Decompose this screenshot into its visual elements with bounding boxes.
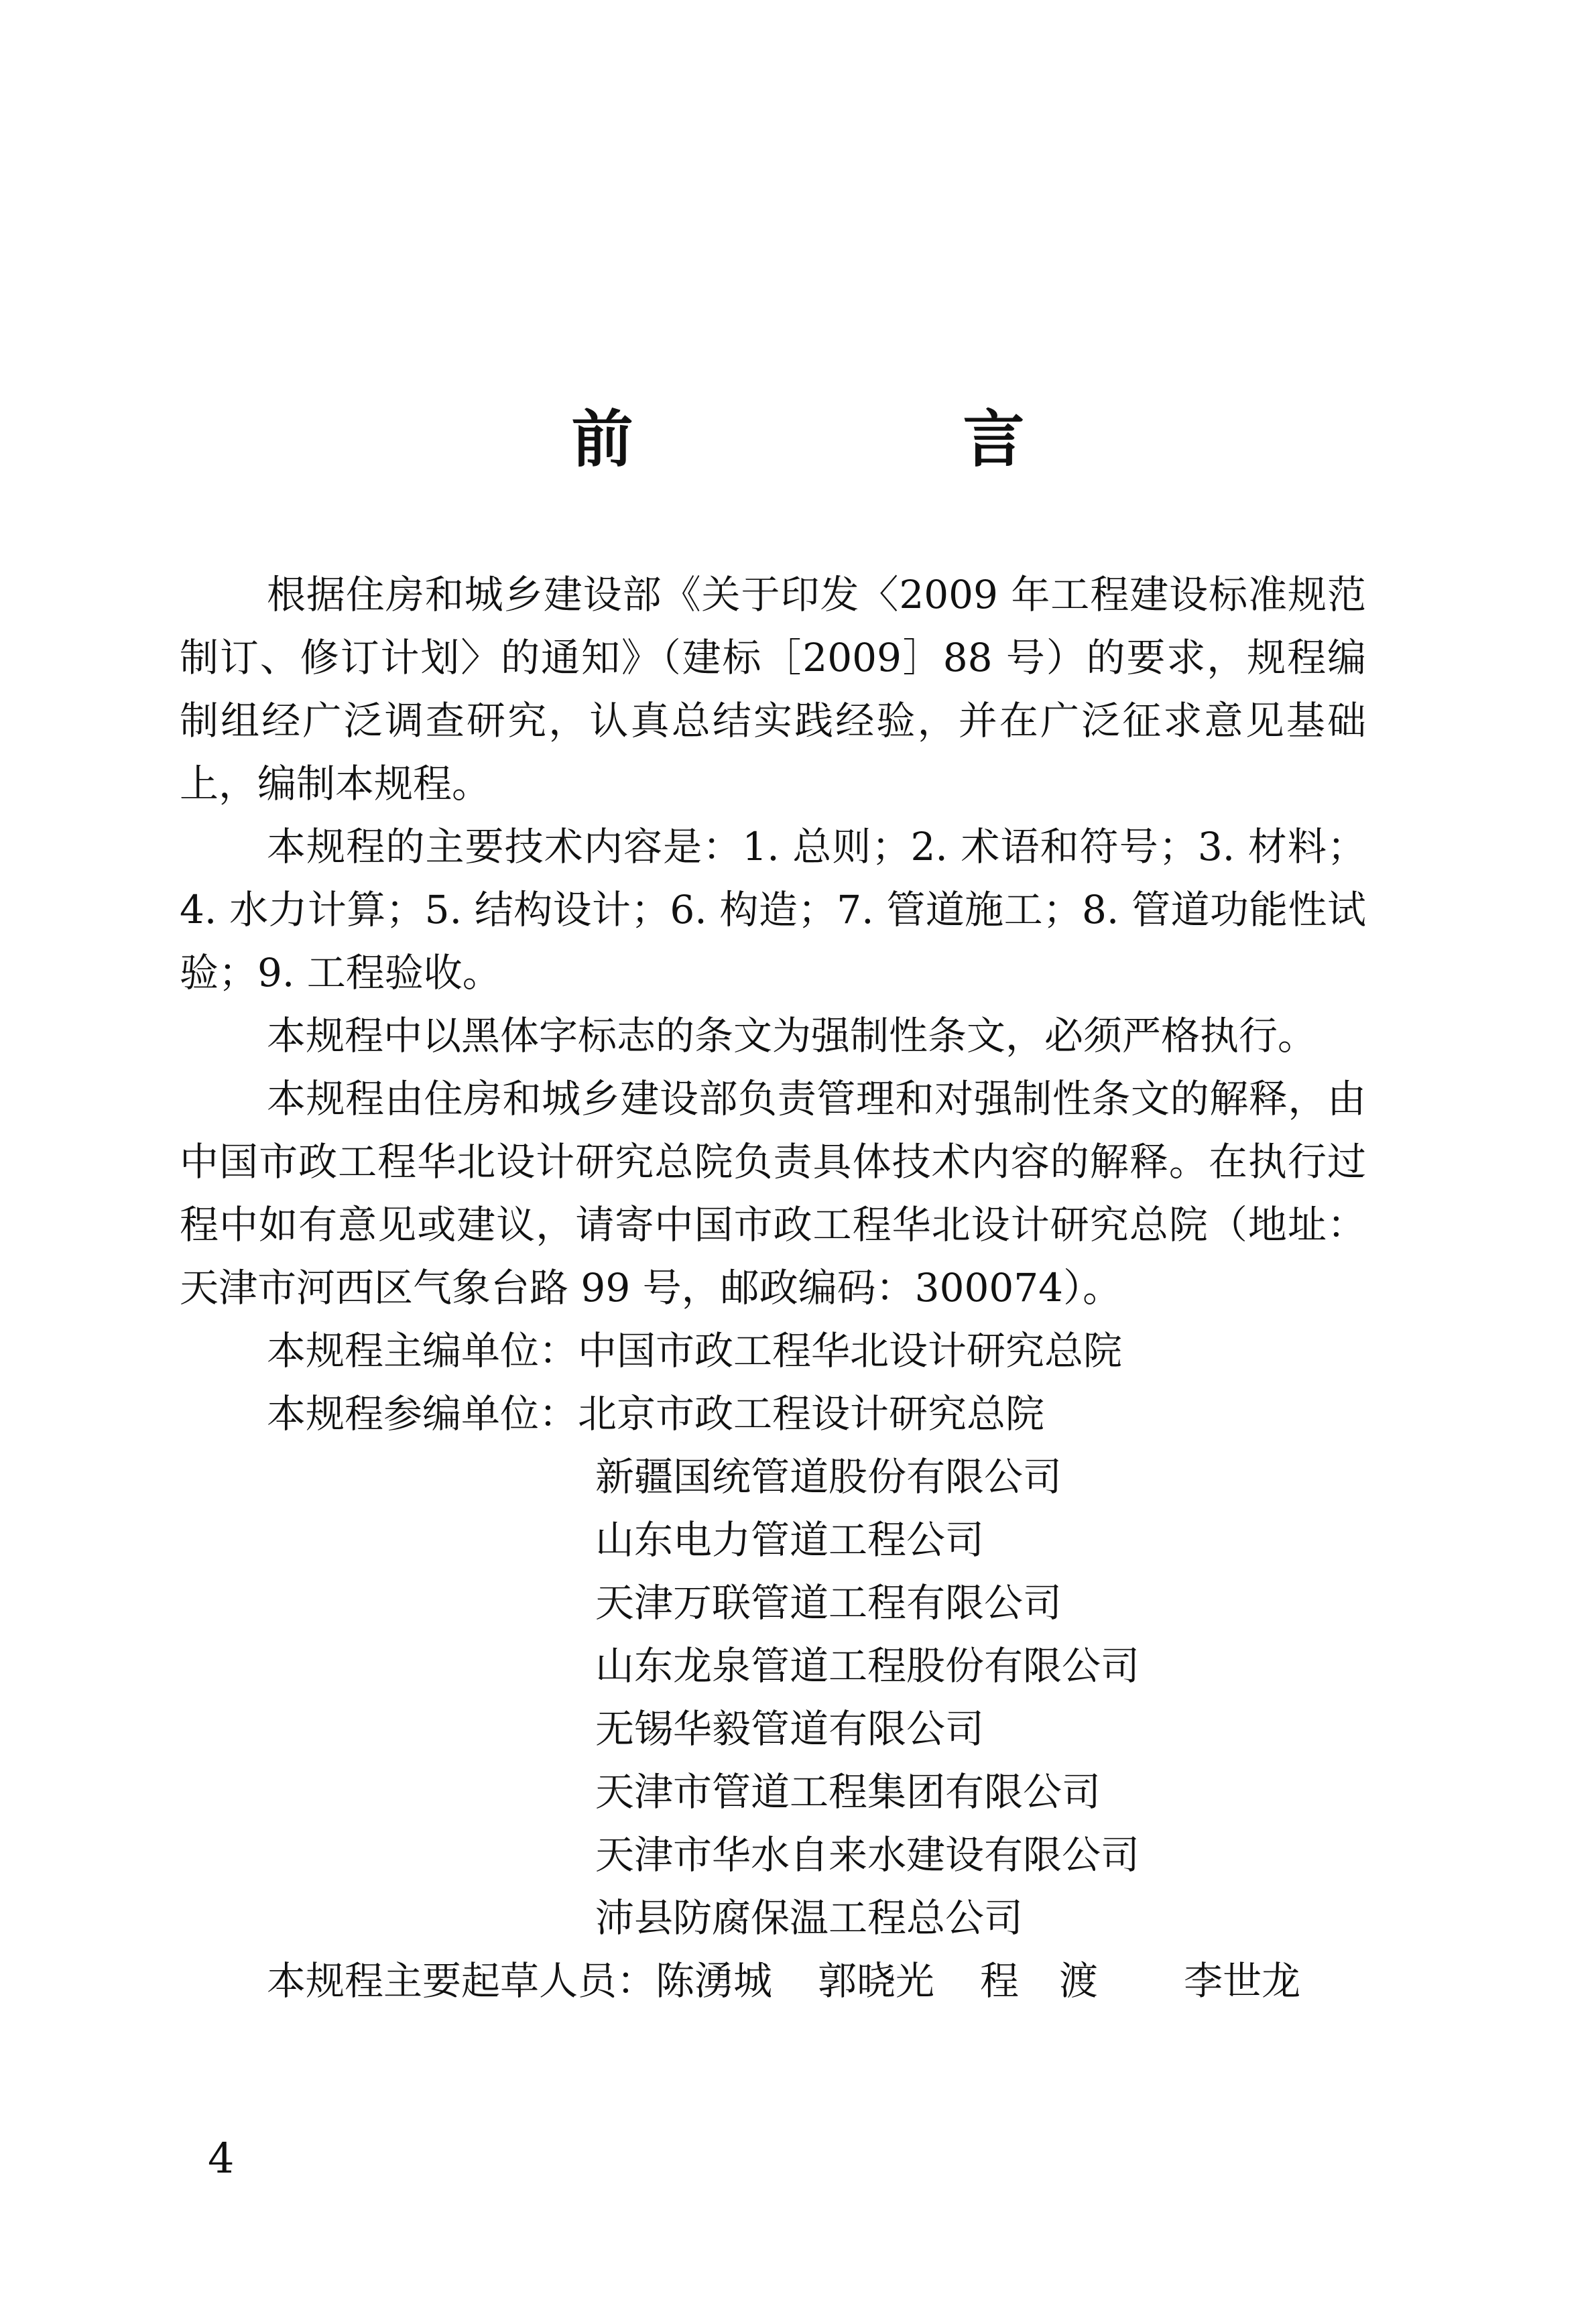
paragraph-background: 根据住房和城乡建设部《关于印发〈2009 年工程建设标准规范制订、修订计划〉的通知》（建标［2009］88 号）的要求，规程编制组经广泛调查研究，认真总结实践经验，并在广泛征求意见基础上，编制本规程。 <box>180 572 1366 806</box>
participating-unit-item: 天津市华水自来水建设有限公司 <box>595 1832 1140 1878</box>
participating-units-list <box>180 1445 1366 1949</box>
participating-units-row <box>180 1382 1366 1445</box>
preface-body <box>180 563 1366 2012</box>
participating-unit-item: 新疆国统管道股份有限公司 <box>595 1454 1062 1500</box>
participating-unit-first: 北京市政工程设计研究总院 <box>578 1391 1045 1437</box>
chief-unit-row <box>180 1319 1366 1382</box>
chief-unit-value: 中国市政工程华北设计研究总院 <box>578 1328 1123 1374</box>
drafter-name: 郭晓光 <box>818 1958 935 2004</box>
participating-units-label: 本规程参编单位： <box>267 1391 578 1437</box>
participating-unit-item: 山东电力管道工程公司 <box>595 1517 985 1563</box>
drafter-name: 李世龙 <box>1184 1958 1301 2004</box>
drafter-name: 陈湧城 <box>656 1958 773 2004</box>
participating-unit-item: 沛县防腐保温工程总公司 <box>595 1895 1024 1941</box>
page-title: 前 言 <box>571 403 1159 475</box>
drafter-name: 程渡 <box>980 1958 1139 2004</box>
paragraph-mandatory: 本规程中以黑体字标志的条文为强制性条文，必须严格执行。 <box>267 1013 1317 1058</box>
participating-unit-item: 山东龙泉管道工程股份有限公司 <box>595 1643 1140 1689</box>
drafters-names <box>656 1958 1346 2004</box>
drafters-label: 本规程主要起草人员： <box>267 1958 656 2004</box>
page-number: 4 <box>208 2134 235 2183</box>
paragraph-contents: 本规程的主要技术内容是：1. 总则；2. 术语和符号；3. 材料；4. 水力计算；5. 结构设计；6. 构造；7. 管道施工；8. 管道功能性试验；9. 工程验收。 <box>180 824 1366 995</box>
participating-unit-item: 无锡华毅管道有限公司 <box>595 1706 985 1752</box>
drafters-row <box>180 1949 1366 2012</box>
chief-unit-label: 本规程主编单位： <box>267 1328 578 1374</box>
paragraph-management: 本规程由住房和城乡建设部负责管理和对强制性条文的解释，由中国市政工程华北设计研究总院负责具体技术内容的解释。在执行过程中如有意见或建议，请寄中国市政工程华北设计研究总院（地址：天津市河西区气象台路 99 号，邮政编码：300074）。 <box>180 1076 1366 1311</box>
participating-unit-item: 天津市管道工程集团有限公司 <box>595 1769 1101 1815</box>
participating-unit-item: 天津万联管道工程有限公司 <box>595 1580 1062 1626</box>
